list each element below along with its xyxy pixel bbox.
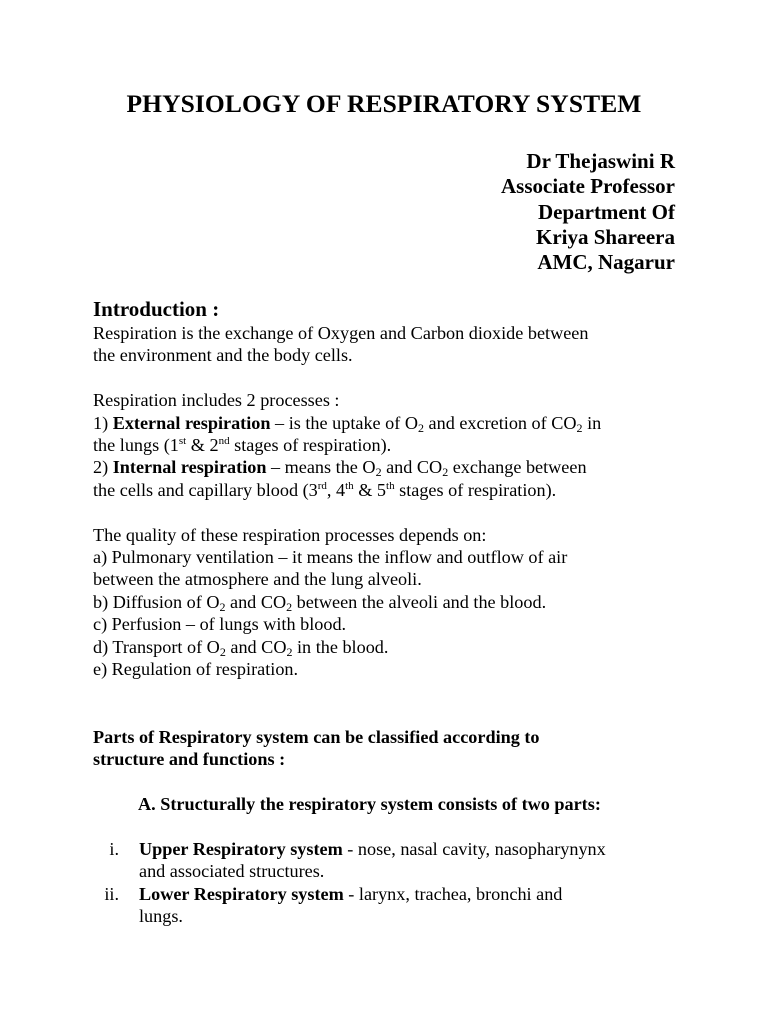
- quality-lead: The quality of these respiration processes depends on:: [93, 524, 487, 545]
- int-e: , 4: [326, 479, 346, 500]
- external-respiration-line1: [93, 412, 693, 434]
- int-o2-sub: 2: [375, 465, 382, 480]
- int-g: stages of respiration).: [394, 479, 557, 500]
- int-a: – means the O: [266, 457, 376, 478]
- parts-heading-line2: structure and functions :: [93, 749, 286, 770]
- quality-d-co2-sub: 2: [286, 644, 293, 659]
- quality-b-c: between the alveoli and the blood.: [292, 591, 547, 612]
- quality-d-b: and CO: [225, 636, 287, 657]
- lower-respiratory-term: Lower Respiratory system: [139, 883, 344, 904]
- quality-c: c) Perfusion – of lungs with blood.: [93, 614, 347, 635]
- int-th-sup-2: th: [386, 479, 395, 492]
- author-position: Associate Professor: [501, 174, 675, 199]
- int-rd-sup: rd: [317, 479, 327, 492]
- int-b: and CO: [381, 457, 443, 478]
- quality-b-co2-sub: 2: [286, 599, 293, 614]
- quality-b: [93, 591, 693, 613]
- ext-a: – is the uptake of O: [270, 412, 418, 433]
- author-block: [501, 149, 675, 275]
- quality-e: e) Regulation of respiration.: [93, 659, 299, 680]
- intro-p1-line1: Respiration is the exchange of Oxygen and Carbon dioxide between: [93, 323, 589, 343]
- quality-b-a: b) Diffusion of O: [93, 591, 220, 612]
- intro-body: [93, 322, 693, 680]
- quality-d-o2-sub: 2: [219, 644, 226, 659]
- upper-respiratory-line2: and associated structures.: [139, 861, 325, 882]
- lower-respiratory-line2: lungs.: [139, 906, 183, 927]
- lower-respiratory-text1: - larynx, trachea, bronchi and: [343, 883, 563, 904]
- intro-p1-line2: the environment and the body cells.: [93, 345, 353, 366]
- lower-respiratory-line1: [139, 883, 693, 905]
- author-department-line2: Kriya Shareera: [535, 224, 675, 249]
- quality-d: [93, 636, 693, 658]
- upper-respiratory-term: Upper Respiratory system: [139, 839, 343, 859]
- ext-nd-sup: nd: [218, 435, 230, 448]
- quality-a-line2: between the atmosphere and the lung alveoli.: [93, 569, 422, 590]
- external-respiration-line2: [93, 434, 693, 456]
- respiratory-parts-list: [93, 838, 693, 928]
- ext-e: & 2: [186, 435, 219, 456]
- quality-d-c: in the blood.: [292, 636, 389, 657]
- parts-heading-line1: Parts of Respiratory system can be classified according to: [93, 727, 540, 747]
- int-term: Internal respiration: [112, 457, 267, 478]
- int-d: the cells and capillary blood (3: [93, 479, 318, 500]
- list-item-number: ii.: [104, 883, 119, 904]
- list-item: [93, 838, 693, 883]
- intro-p2-line1: Respiration includes 2 processes :: [93, 390, 340, 411]
- list-item: [93, 883, 693, 928]
- author-name: Dr Thejaswini R: [526, 149, 675, 173]
- parts-heading: [93, 726, 540, 771]
- author-institution: AMC, Nagarur: [537, 250, 675, 275]
- upper-respiratory-text1: - nose, nasal cavity, nasopharynynx: [342, 839, 606, 859]
- intro-heading: Introduction :: [93, 297, 220, 321]
- ext-f: stages of respiration).: [229, 435, 392, 456]
- quality-b-o2-sub: 2: [219, 599, 226, 614]
- quality-d-a: d) Transport of O: [93, 636, 220, 657]
- int-c: exchange between: [448, 457, 587, 478]
- internal-respiration-line2: [93, 479, 693, 501]
- upper-respiratory-line1: [139, 838, 693, 860]
- ext-b: and excretion of CO: [424, 412, 577, 433]
- ext-c: in: [582, 412, 602, 433]
- ext-prefix: 1): [93, 412, 113, 433]
- author-department-line1: Department Of: [537, 199, 675, 224]
- list-item-number: i.: [109, 839, 119, 859]
- int-co2-sub: 2: [442, 465, 449, 480]
- ext-o2-sub: 2: [418, 420, 424, 435]
- ext-d: the lungs (1: [93, 435, 179, 456]
- ext-st-sup: st: [178, 435, 187, 448]
- int-f: & 5: [353, 479, 387, 500]
- quality-a-line1: a) Pulmonary ventilation – it means the inflow and outflow of air: [93, 547, 568, 568]
- ext-term: External respiration: [112, 412, 271, 433]
- quality-b-b: and CO: [225, 591, 287, 612]
- structural-subheading: A. Structurally the respiratory system consists of two parts:: [138, 794, 601, 814]
- document-title: PHYSIOLOGY OF RESPIRATORY SYSTEM: [126, 89, 642, 118]
- internal-respiration-line1: [93, 456, 693, 478]
- int-th-sup-1: th: [345, 479, 354, 492]
- ext-co2-sub: 2: [576, 420, 583, 435]
- int-prefix: 2): [93, 457, 113, 478]
